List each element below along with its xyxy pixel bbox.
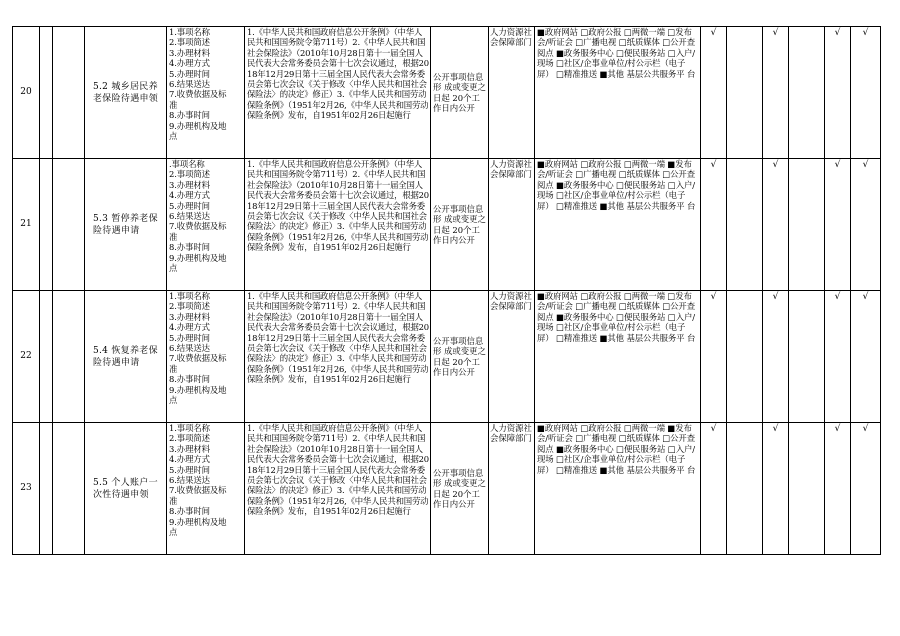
time-limit-text: 公开事项信息形 成或变更之日起 20个工作日内公开 [433,335,486,377]
disclosure-channels [535,291,701,423]
check-cell [727,423,763,555]
element-line: 8.办事时间 [169,506,210,517]
element-line: 6.结果送达 [169,79,210,90]
row-number [13,291,40,423]
check-cell [825,159,851,291]
element-line: 6.结果送达 [169,211,210,222]
check-mark: √ [710,424,717,434]
row-number-text: 23 [20,483,32,494]
department-text: 人力资源社会保障部门 [490,423,532,444]
time-limit-text: 公开事项信息形 成或变更之日起 20个工作日内公开 [433,71,486,113]
item-name-text: 5.5 个人账户一次性待遇申领 [93,477,158,500]
table-row [13,291,881,423]
check-cell [851,27,881,159]
disclosure-elements [167,423,245,555]
disclosure-department [489,423,535,555]
element-line: 1.事项名称 [169,27,210,37]
check-cell [825,27,851,159]
empty-cell [40,291,53,423]
check-mark: √ [834,28,841,38]
disclosure-elements [167,159,245,291]
element-line: 9.办理机构及地 [169,384,227,395]
channels-text: ■政府网站 □政府公报 □两微一端 □发布会/听证会 □广播电视 □纸质媒体 □公开查阅点 ■政务服务中心 □便民服务站 □入户/现场 □社区/企事业单位/村公示栏（电子屏） □精准推送 ■其他 基层公共服务平 台 [537,27,696,79]
element-line: 2.事项简述 [169,169,210,180]
item-name [85,159,167,291]
element-line: 点 [169,263,178,274]
disclosure-time-limit [431,27,489,159]
element-line: 2.事项简述 [169,301,210,312]
element-line: 5.办理时间 [169,464,210,475]
element-line: 准 [169,99,178,110]
row-number-text: 21 [20,219,32,230]
check-cell [727,27,763,159]
row-number-text: 22 [20,351,32,362]
element-line: 2.事项简述 [169,433,210,444]
check-cell [701,291,727,423]
time-limit-text: 公开事项信息形 成或变更之日起 20个工作日内公开 [433,467,486,509]
channels-text: ■政府网站 □政府公报 □两微一端 ■发布会/听证会 □广播电视 □纸质媒体 □公开查阅点 ■政务服务中心 □便民服务站 □入户/现场 □社区/企事业单位/村公示栏（电子屏） □精准推送 ■其他 基层公共服务平 台 [537,423,696,475]
disclosure-channels [535,159,701,291]
check-cell [825,423,851,555]
check-cell [763,27,789,159]
check-mark: √ [710,160,717,170]
channels-text: ■政府网站 □政府公报 □两微一端 ■发布会/听证会 □广播电视 □纸质媒体 □公开查阅点 ■政务服务中心 □便民服务站 □入户/现场 □社区/企事业单位/村公示栏（电子屏） □精准推送 ■其他 基层公共服务平 台 [537,159,696,211]
table-body [13,27,881,555]
disclosure-elements [167,27,245,159]
empty-cell [53,27,85,159]
disclosure-department [489,291,535,423]
element-line: 5.办理时间 [169,332,210,343]
item-name-text: 5.3 暂停养老保险待遇申请 [93,213,158,236]
time-limit-text: 公开事项信息形 成或变更之日起 20个工作日内公开 [433,203,486,245]
element-line: 9.办理机构及地 [169,516,227,527]
check-cell [701,423,727,555]
element-line: 7.收费依据及标 [169,89,227,100]
element-line: 4.办理方式 [169,454,210,465]
row-number-text: 20 [20,87,32,98]
check-cell [789,423,825,555]
item-name [85,423,167,555]
check-mark: √ [710,28,717,38]
disclosure-time-limit [431,159,489,291]
check-mark: √ [862,424,869,434]
disclosure-elements [167,291,245,423]
row-number [13,423,40,555]
disclosure-channels [535,423,701,555]
check-cell [763,159,789,291]
element-line: 1.事项名称 [169,291,210,301]
disclosure-basis-text: 1.《中华人民共和国政府信息公开条例》（中华人民共和国国务院令第711号）2.《中华人民共和国社会保险法》（2010年10月28日第十一届全国人民代表大会常务委员会第十七次会议通过，根据2018年12月29日第十三届全国人民代表大会常务委员会第七次会议《关于修改〈中华人民共和国社会保险法〉的决定》修正）3.《中华人民共和国劳动保险条例》（1951年2月26,《中华人民共和国劳动保险条例》发布，自1951年02月26日起施行 [247,291,429,385]
disclosure-basis [245,27,431,159]
element-line: 4.办理方式 [169,58,210,69]
element-line: 8.办事时间 [169,110,210,121]
disclosure-department [489,159,535,291]
disclosure-basis [245,291,431,423]
department-text: 人力资源社会保障部门 [490,27,532,48]
empty-cell [53,159,85,291]
disclosure-department [489,27,535,159]
check-mark: √ [834,292,841,302]
empty-cell [40,159,53,291]
item-name [85,27,167,159]
check-mark: √ [772,28,779,38]
disclosure-basis-text: 1.《中华人民共和国政府信息公开条例》（中华人民共和国国务院令第711号）2.《中华人民共和国社会保险法》（2010年10月28日第十一届全国人民代表大会常务委员会第十七次会议通过，根据2018年12月29日第十三届全国人民代表大会常务委员会第七次会议《关于修改〈中华人民共和国社会保险法〉的决定》修正）3.《中华人民共和国劳动保险条例》（1951年2月26,《中华人民共和国劳动保险条例》发布，自1951年02月26日起施行 [247,159,429,253]
item-name-text: 5.4 恢复养老保险待遇申请 [93,345,158,368]
element-line: .事项名称 [169,159,205,169]
element-line: 3.办理材料 [169,311,210,322]
element-line: 7.收费依据及标 [169,485,227,496]
department-text: 人力资源社会保障部门 [490,159,532,180]
row-number [13,159,40,291]
element-line: 准 [169,231,178,242]
check-cell [763,291,789,423]
element-line: 2.事项简述 [169,37,210,48]
table-row [13,159,881,291]
row-number [13,27,40,159]
check-mark: √ [862,28,869,38]
check-cell [789,291,825,423]
check-mark: √ [772,424,779,434]
check-cell [727,159,763,291]
disclosure-time-limit [431,291,489,423]
check-cell [701,159,727,291]
department-text: 人力资源社会保障部门 [490,291,532,312]
element-line: 点 [169,527,178,538]
channels-text: ■政府网站 □政府公报 □两微一端 □发布会/听证会 □广播电视 □纸质媒体 □公开查阅点 ■政务服务中心 □便民服务站 □入户/现场 □社区/企事业单位/村公示栏（电子屏） □精准推送 ■其他 基层公共服务平 台 [537,291,696,343]
element-line: 4.办理方式 [169,190,210,201]
check-cell [851,291,881,423]
check-cell [851,159,881,291]
check-mark: √ [710,292,717,302]
element-line: 9.办理机构及地 [169,120,227,131]
item-name [85,291,167,423]
empty-cell [40,423,53,555]
check-mark: √ [772,160,779,170]
disclosure-basis-text: 1.《中华人民共和国政府信息公开条例》（中华人民共和国国务院令第711号）2.《中华人民共和国社会保险法》（2010年10月28日第十一届全国人民代表大会常务委员会第十七次会议通过，根据2018年12月29日第十三届全国人民代表大会常务委员会第七次会议《关于修改〈中华人民共和国社会保险法〉的决定》修正）3.《中华人民共和国劳动保险条例》（1951年2月26,《中华人民共和国劳动保险条例》发布，自1951年02月26日起施行 [247,423,429,517]
element-line: 9.办理机构及地 [169,252,227,263]
check-cell [851,423,881,555]
disclosure-basis [245,159,431,291]
element-line: 6.结果送达 [169,475,210,486]
check-cell [701,27,727,159]
check-cell [789,159,825,291]
element-line: 7.收费依据及标 [169,353,227,364]
element-line: 4.办理方式 [169,322,210,333]
check-cell [727,291,763,423]
check-cell [763,423,789,555]
disclosure-basis [245,423,431,555]
element-line: 准 [169,363,178,374]
disclosure-basis-text: 1.《中华人民共和国政府信息公开条例》（中华人民共和国国务院令第711号）2.《中华人民共和国社会保险法》（2010年10月28日第十一届全国人民代表大会常务委员会第十七次会议通过，根据2018年12月29日第十三届全国人民代表大会常务委员会第七次会议《关于修改〈中华人民共和国社会保险法〉的决定》修正）3.《中华人民共和国劳动保险条例》（1951年2月26,《中华人民共和国劳动保险条例》发布，自1951年02月26日起施行 [247,27,429,121]
disclosure-table [12,26,881,555]
check-mark: √ [862,292,869,302]
element-line: 点 [169,395,178,406]
element-line: 6.结果送达 [169,343,210,354]
table-row [13,27,881,159]
check-mark: √ [834,160,841,170]
element-line: 5.办理时间 [169,68,210,79]
disclosure-time-limit [431,423,489,555]
element-line: 8.办事时间 [169,374,210,385]
check-cell [825,291,851,423]
element-line: 1.事项名称 [169,423,210,433]
element-line: 3.办理材料 [169,179,210,190]
element-line: 5.办理时间 [169,200,210,211]
table-row [13,423,881,555]
check-mark: √ [772,292,779,302]
check-cell [789,27,825,159]
check-mark: √ [862,160,869,170]
element-line: 3.办理材料 [169,47,210,58]
empty-cell [40,27,53,159]
empty-cell [53,423,85,555]
element-line: 点 [169,131,178,142]
disclosure-channels [535,27,701,159]
element-line: 3.办理材料 [169,443,210,454]
element-line: 准 [169,495,178,506]
item-name-text: 5.2 城乡居民养老保险待遇申领 [93,81,159,104]
element-line: 8.办事时间 [169,242,210,253]
empty-cell [53,291,85,423]
check-mark: √ [834,424,841,434]
element-line: 7.收费依据及标 [169,221,227,232]
